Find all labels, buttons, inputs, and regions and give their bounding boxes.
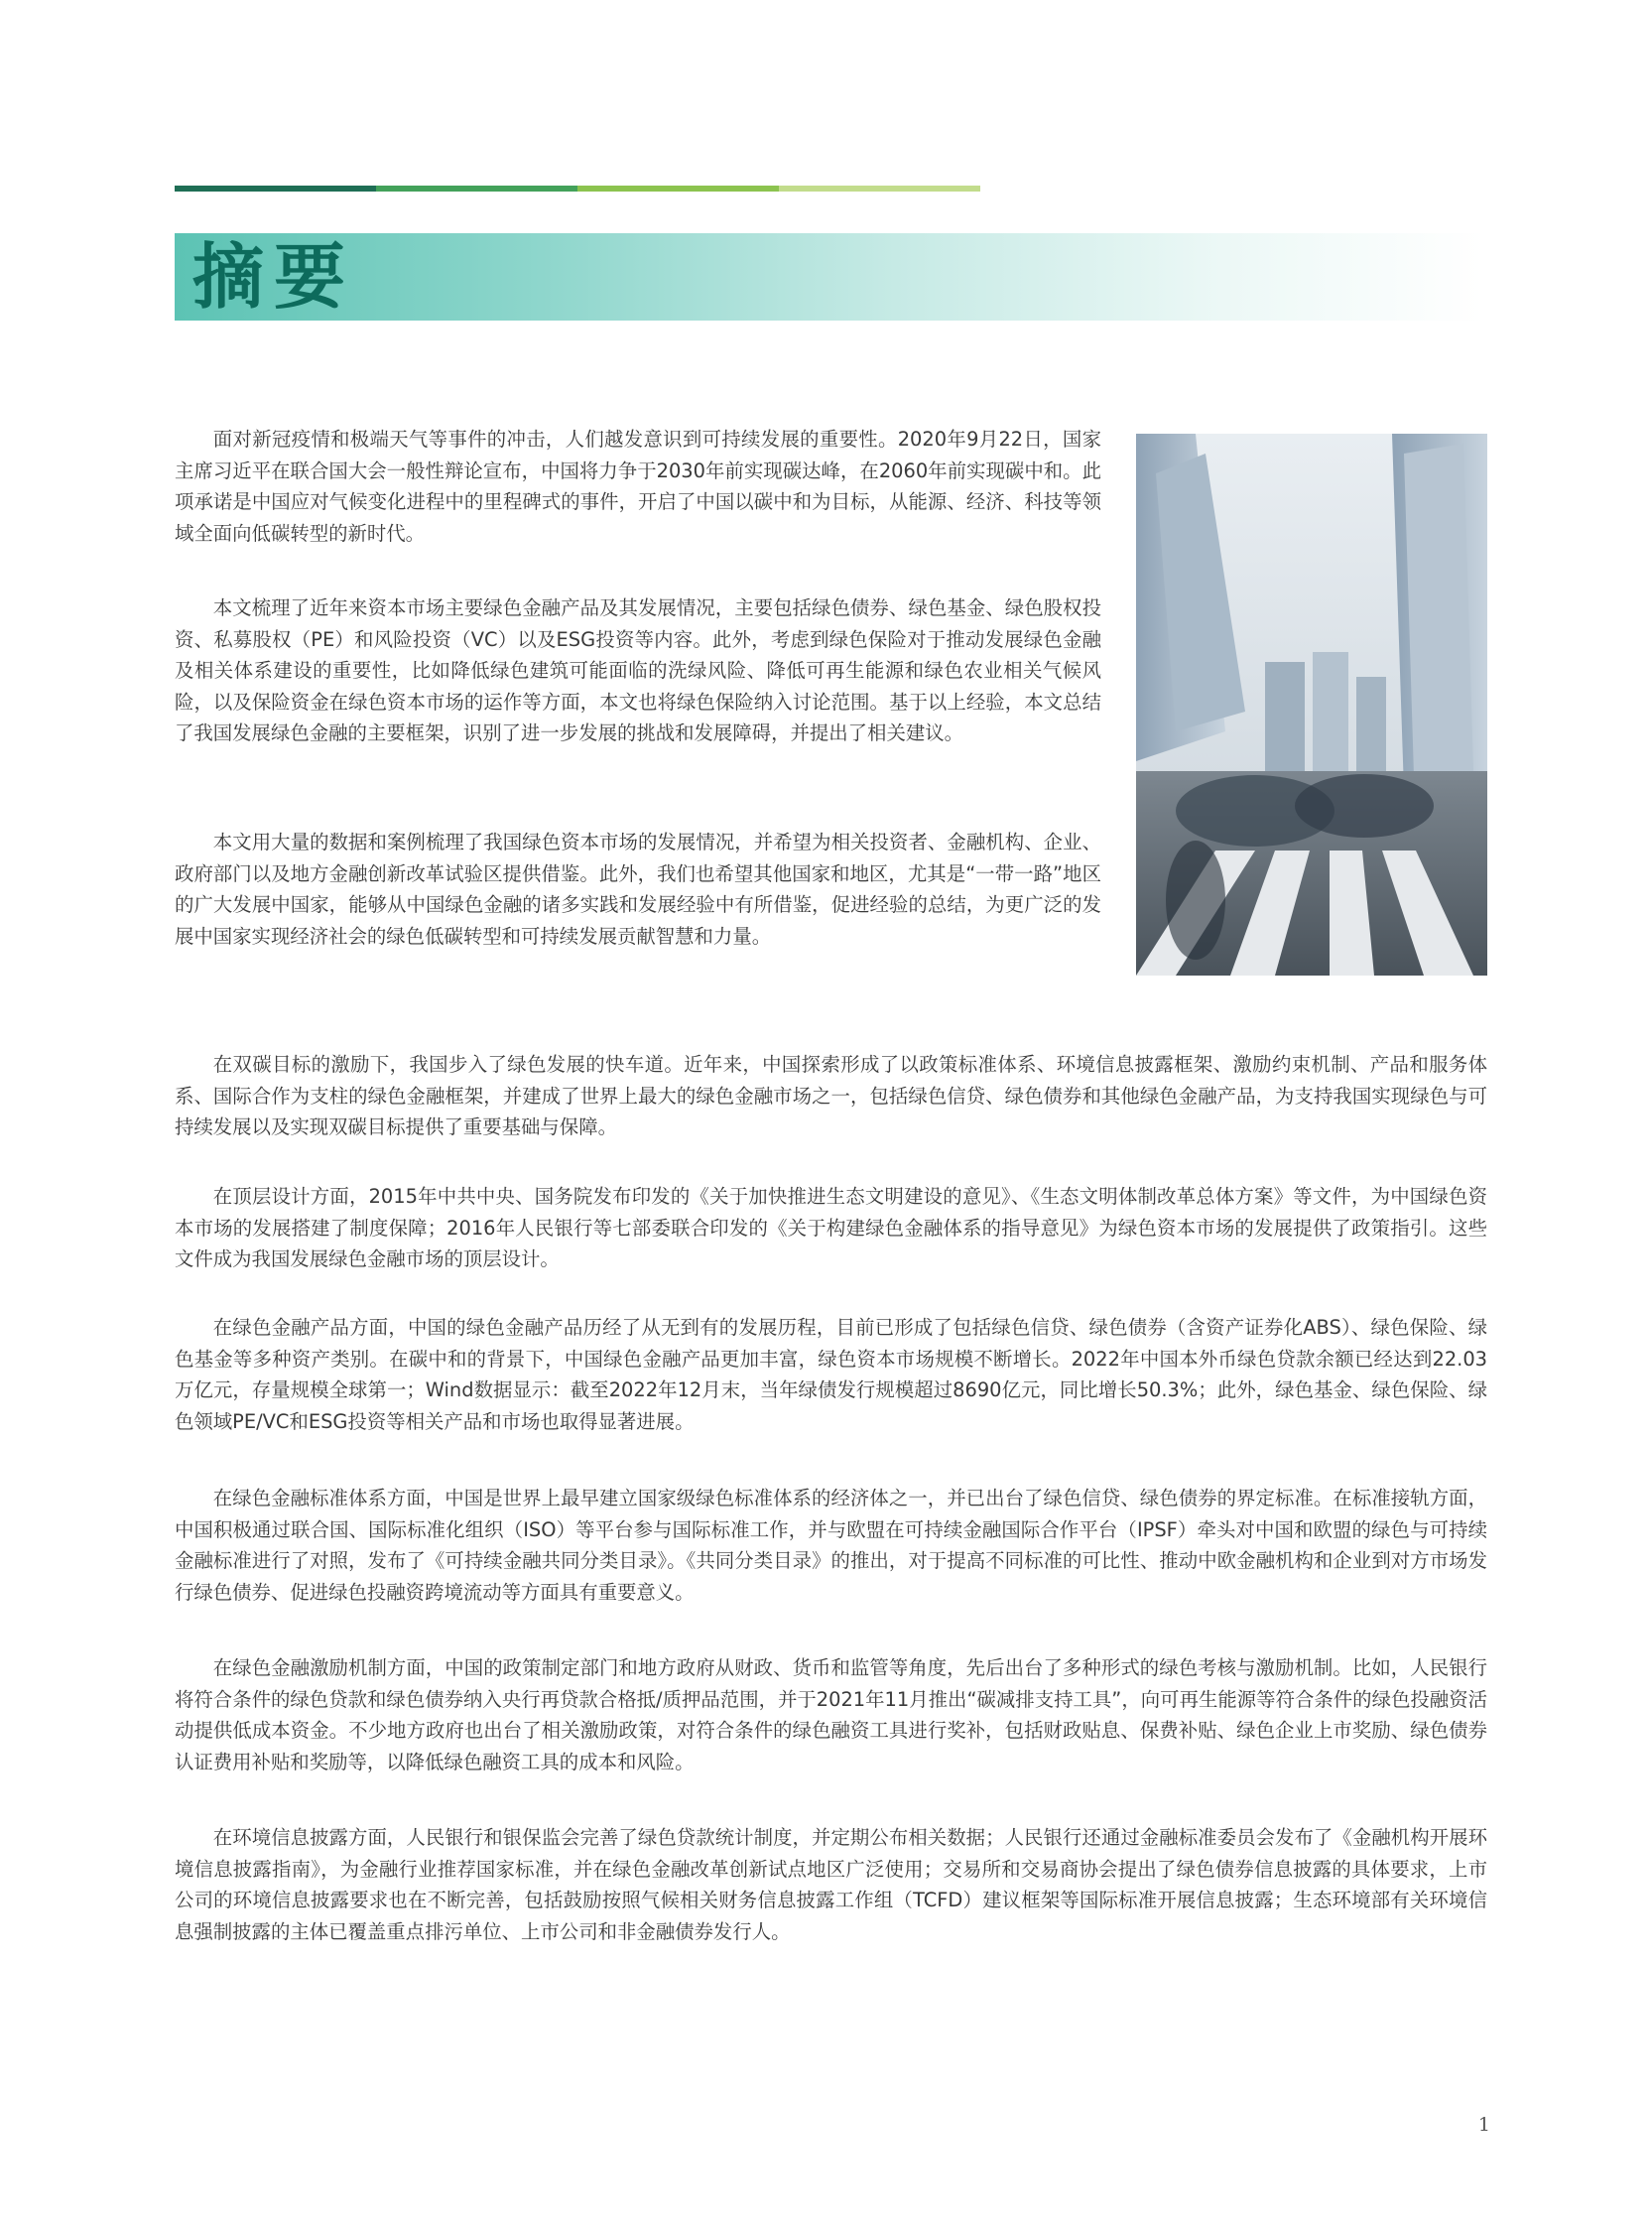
paragraph-4: 在双碳目标的激励下，我国步入了绿色发展的快车道。近年来，中国探索形成了以政策标准体系、环境信息披露框架、激励约束机制、产品和服务体系、国际合作为支柱的绿色金融框架，并建成了世界上最大的绿色金融市场之一，包括绿色信贷、绿色债券和其他绿色金融产品，为支持我国实现绿色与可持续发展以及实现双碳目标提供了重要基础与保障。 xyxy=(175,1053,1487,1138)
rule-segment-2 xyxy=(376,186,577,192)
paragraph-1: 面对新冠疫情和极端天气等事件的冲击，人们越发意识到可持续发展的重要性。2020年9月22日，国家主席习近平在联合国大会一般性辩论宣布，中国将力争于2030年前实现碳达峰，在2060年前实现碳中和。此项承诺是中国应对气候变化进程中的里程碑式的事件，开启了中国以碳中和为目标，从能源、经济、科技等领域全面向低碳转型的新时代。 xyxy=(175,428,1101,545)
paragraph-5: 在顶层设计方面，2015年中共中央、国务院发布印发的《关于加快推进生态文明建设的意见》、《生态文明体制改革总体方案》等文件，为中国绿色资本市场的发展搭建了制度保障；2016年人民银行等七部委联合印发的《关于构建绿色金融体系的指导意见》为绿色资本市场的发展提供了政策指引。这些文件成为我国发展绿色金融市场的顶层设计。 xyxy=(175,1185,1487,1270)
paragraph-3: 本文用大量的数据和案例梳理了我国绿色资本市场的发展情况，并希望为相关投资者、金融机构、企业、政府部门以及地方金融创新改革试验区提供借鉴。此外，我们也希望其他国家和地区，尤其是“一带一路”地区的广大发展中国家，能够从中国绿色金融的诸多实践和发展经验中有所借鉴，促进经验的总结，为更广泛的发展中国家实现经济社会的绿色低碳转型和可持续发展贡献智慧和力量。 xyxy=(175,831,1101,948)
paragraph-7: 在绿色金融标准体系方面，中国是世界上最早建立国家级绿色标准体系的经济体之一，并已出台了绿色信贷、绿色债券的界定标准。在标准接轨方面，中国积极通过联合国、国际标准化组织（ISO）等平台参与国际标准工作，并与欧盟在可持续金融国际合作平台（IPSF）牵头对中国和欧盟的绿色与可持续金融标准进行了对照，发布了《可持续金融共同分类目录》。《共同分类目录》的推出，对于提高不同标准的可比性、推动中欧金融机构和企业到对方市场发行绿色债券、促进绿色投融资跨境流动等方面具有重要意义。 xyxy=(175,1487,1487,1604)
rule-segment-4 xyxy=(779,186,980,192)
page-title: 摘要 xyxy=(192,234,356,319)
paragraph-8: 在绿色金融激励机制方面，中国的政策制定部门和地方政府从财政、货币和监管等角度，先后出台了多种形式的绿色考核与激励机制。比如，人民银行将符合条件的绿色贷款和绿色债券纳入央行再贷款合格抵/质押品范围，并于2021年11月推出“碳减排支持工具”，向可再生能源等符合条件的绿色投融资活动提供低成本资金。不少地方政府也出台了相关激励政策，对符合条件的绿色融资工具进行奖补，包括财政贴息、保费补贴、绿色企业上市奖励、绿色债券认证费用补贴和奖励等，以降低绿色融资工具的成本和风险。 xyxy=(175,1656,1487,1773)
title-band xyxy=(175,233,1484,321)
paragraph-2: 本文梳理了近年来资本市场主要绿色金融产品及其发展情况，主要包括绿色债券、绿色基金、绿色股权投资、私募股权（PE）和风险投资（VC）以及ESG投资等内容。此外，考虑到绿色保险对于推动发展绿色金融及相关体系建设的重要性，比如降低绿色建筑可能面临的洗绿风险、降低可再生能源和绿色农业相关气候风险，以及保险资金在绿色资本市场的运作等方面，本文也将绿色保险纳入讨论范围。基于以上经验，本文总结了我国发展绿色金融的主要框架，识别了进一步发展的挑战和发展障碍，并提出了相关建议。 xyxy=(175,596,1101,744)
paragraph-6: 在绿色金融产品方面，中国的绿色金融产品历经了从无到有的发展历程，目前已形成了包括绿色信贷、绿色债券（含资产证券化ABS）、绿色保险、绿色基金等多种资产类别。在碳中和的背景下，中国绿色金融产品更加丰富，绿色资本市场规模不断增长。2022年中国本外币绿色贷款余额已经达到22.03万亿元，存量规模全球第一；Wind数据显示：截至2022年12月末，当年绿债发行规模超过8690亿元，同比增长50.3%；此外，绿色基金、绿色保险、绿色领域PE/VC和ESG投资等相关产品和市场也取得显著进展。 xyxy=(175,1316,1487,1433)
page-number: 1 xyxy=(1477,2114,1490,2136)
paragraph-9: 在环境信息披露方面，人民银行和银保监会完善了绿色贷款统计制度，并定期公布相关数据；人民银行还通过金融标准委员会发布了《金融机构开展环境信息披露指南》，为金融行业推荐国家标准，并在绿色金融改革创新试点地区广泛使用；交易所和交易商协会提出了绿色债券信息披露的具体要求，上市公司的环境信息披露要求也在不断完善，包括鼓励按照气候相关财务信息披露工作组（TCFD）建议框架等国际标准开展信息披露；生态环境部有关环境信息强制披露的主体已覆盖重点排污单位、上市公司和非金融债券发行人。 xyxy=(175,1826,1487,1943)
rule-segment-1 xyxy=(175,186,376,192)
header-rule xyxy=(175,186,980,192)
city-crosswalk-illustration xyxy=(1136,434,1487,976)
city-crosswalk-photo xyxy=(1136,434,1487,976)
rule-segment-3 xyxy=(577,186,779,192)
